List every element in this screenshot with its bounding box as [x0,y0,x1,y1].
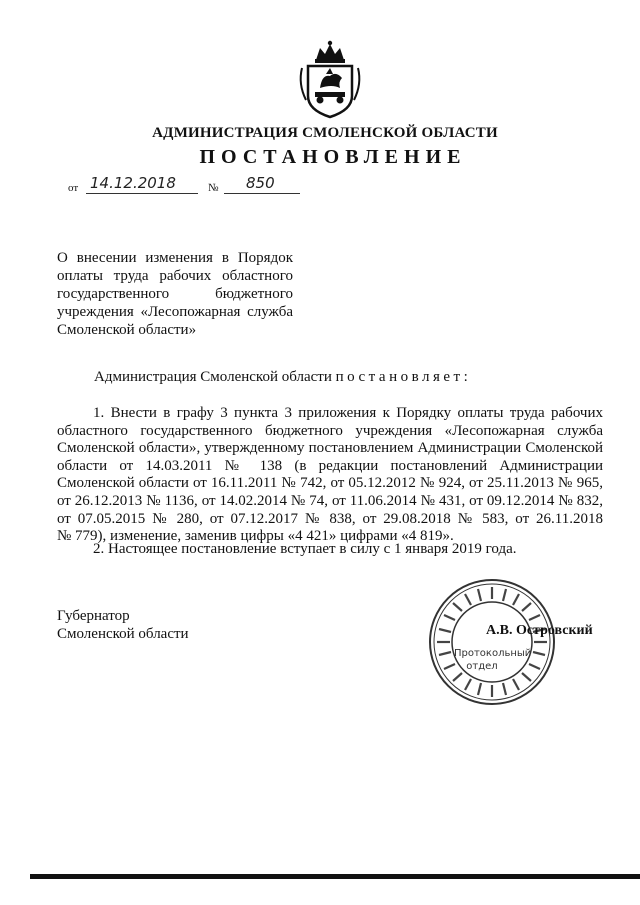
date-label: от [68,182,79,194]
signatory-name: А.В. Островский [486,623,593,638]
subject-line: государственного бюджетного [57,286,293,302]
subject-line: Смоленской области» [57,322,197,338]
signatory-title-line: Губернатор [57,608,130,624]
date-handwritten: 14.12.2018 [90,174,176,192]
paragraph-line: Смоленской области от 16.11.2011 № 742, от 05.12.2012 № 924, от 25.11.2013 № 965, [57,475,603,492]
stamp-inner-line: отдел [466,661,498,672]
official-stamp-seal [428,578,556,706]
paragraph-line: 1. Внести в графу 3 пункта 3 приложения к Порядку оплаты труда рабочих [93,405,603,421]
paragraph-line: от 07.05.2015 № 280, от 07.12.2017 № 838, от 29.08.2018 № 583, от 26.11.2018 [57,510,603,527]
preamble-resolves: постановляет: [335,369,472,385]
paragraph-line: 2. Настоящее постановление вступает в силу с 1 января 2019 года. [93,541,517,557]
subject-line: учреждения «Лесопожарная служба [57,304,293,320]
paragraph-line: Смоленской области», утвержденному постановлением Администрации Смоленской [57,440,603,457]
paragraph-1 [57,405,603,546]
number-label: № [208,182,219,194]
date-underline [86,193,198,194]
number-underline [224,193,300,194]
document-subject [57,249,293,339]
subject-line: О внесении изменения в Порядок [57,250,293,266]
preamble-text: Администрация Смоленской области [94,369,332,385]
stamp-inner-text [454,647,532,673]
paragraph-line: № 779), изменение, заменив цифры «4 421» цифрами «4 819». [57,528,454,545]
signatory-title-line: Смоленской области [57,626,189,642]
stamp-inner-line: Протокольный [454,648,532,659]
date-number-line [68,174,328,198]
paragraph-2 [57,541,603,559]
preamble [94,369,471,386]
paragraph-line: области от 14.03.2011 № 138 (в редакции постановлений Администрации [57,457,603,474]
paragraph-line: от 26.12.2013 № 1136, от 14.02.2014 № 74, от 11.06.2014 № 431, от 09.12.2014 № 832, [57,492,603,509]
document-type-title: ПОСТАНОВЛЕНИЕ [199,146,467,168]
signatory-title [57,607,189,643]
paragraph-line: областного государственного бюджетного учреждения «Лесопожарная служба [57,422,603,439]
organization-name: АДМИНИСТРАЦИЯ СМОЛЕНСКОЙ ОБЛАСТИ [152,125,498,141]
coat-of-arms-emblem [296,40,364,120]
subject-line: оплаты труда рабочих областного [57,268,293,284]
bottom-divider [30,874,640,879]
number-handwritten: 850 [246,174,275,192]
